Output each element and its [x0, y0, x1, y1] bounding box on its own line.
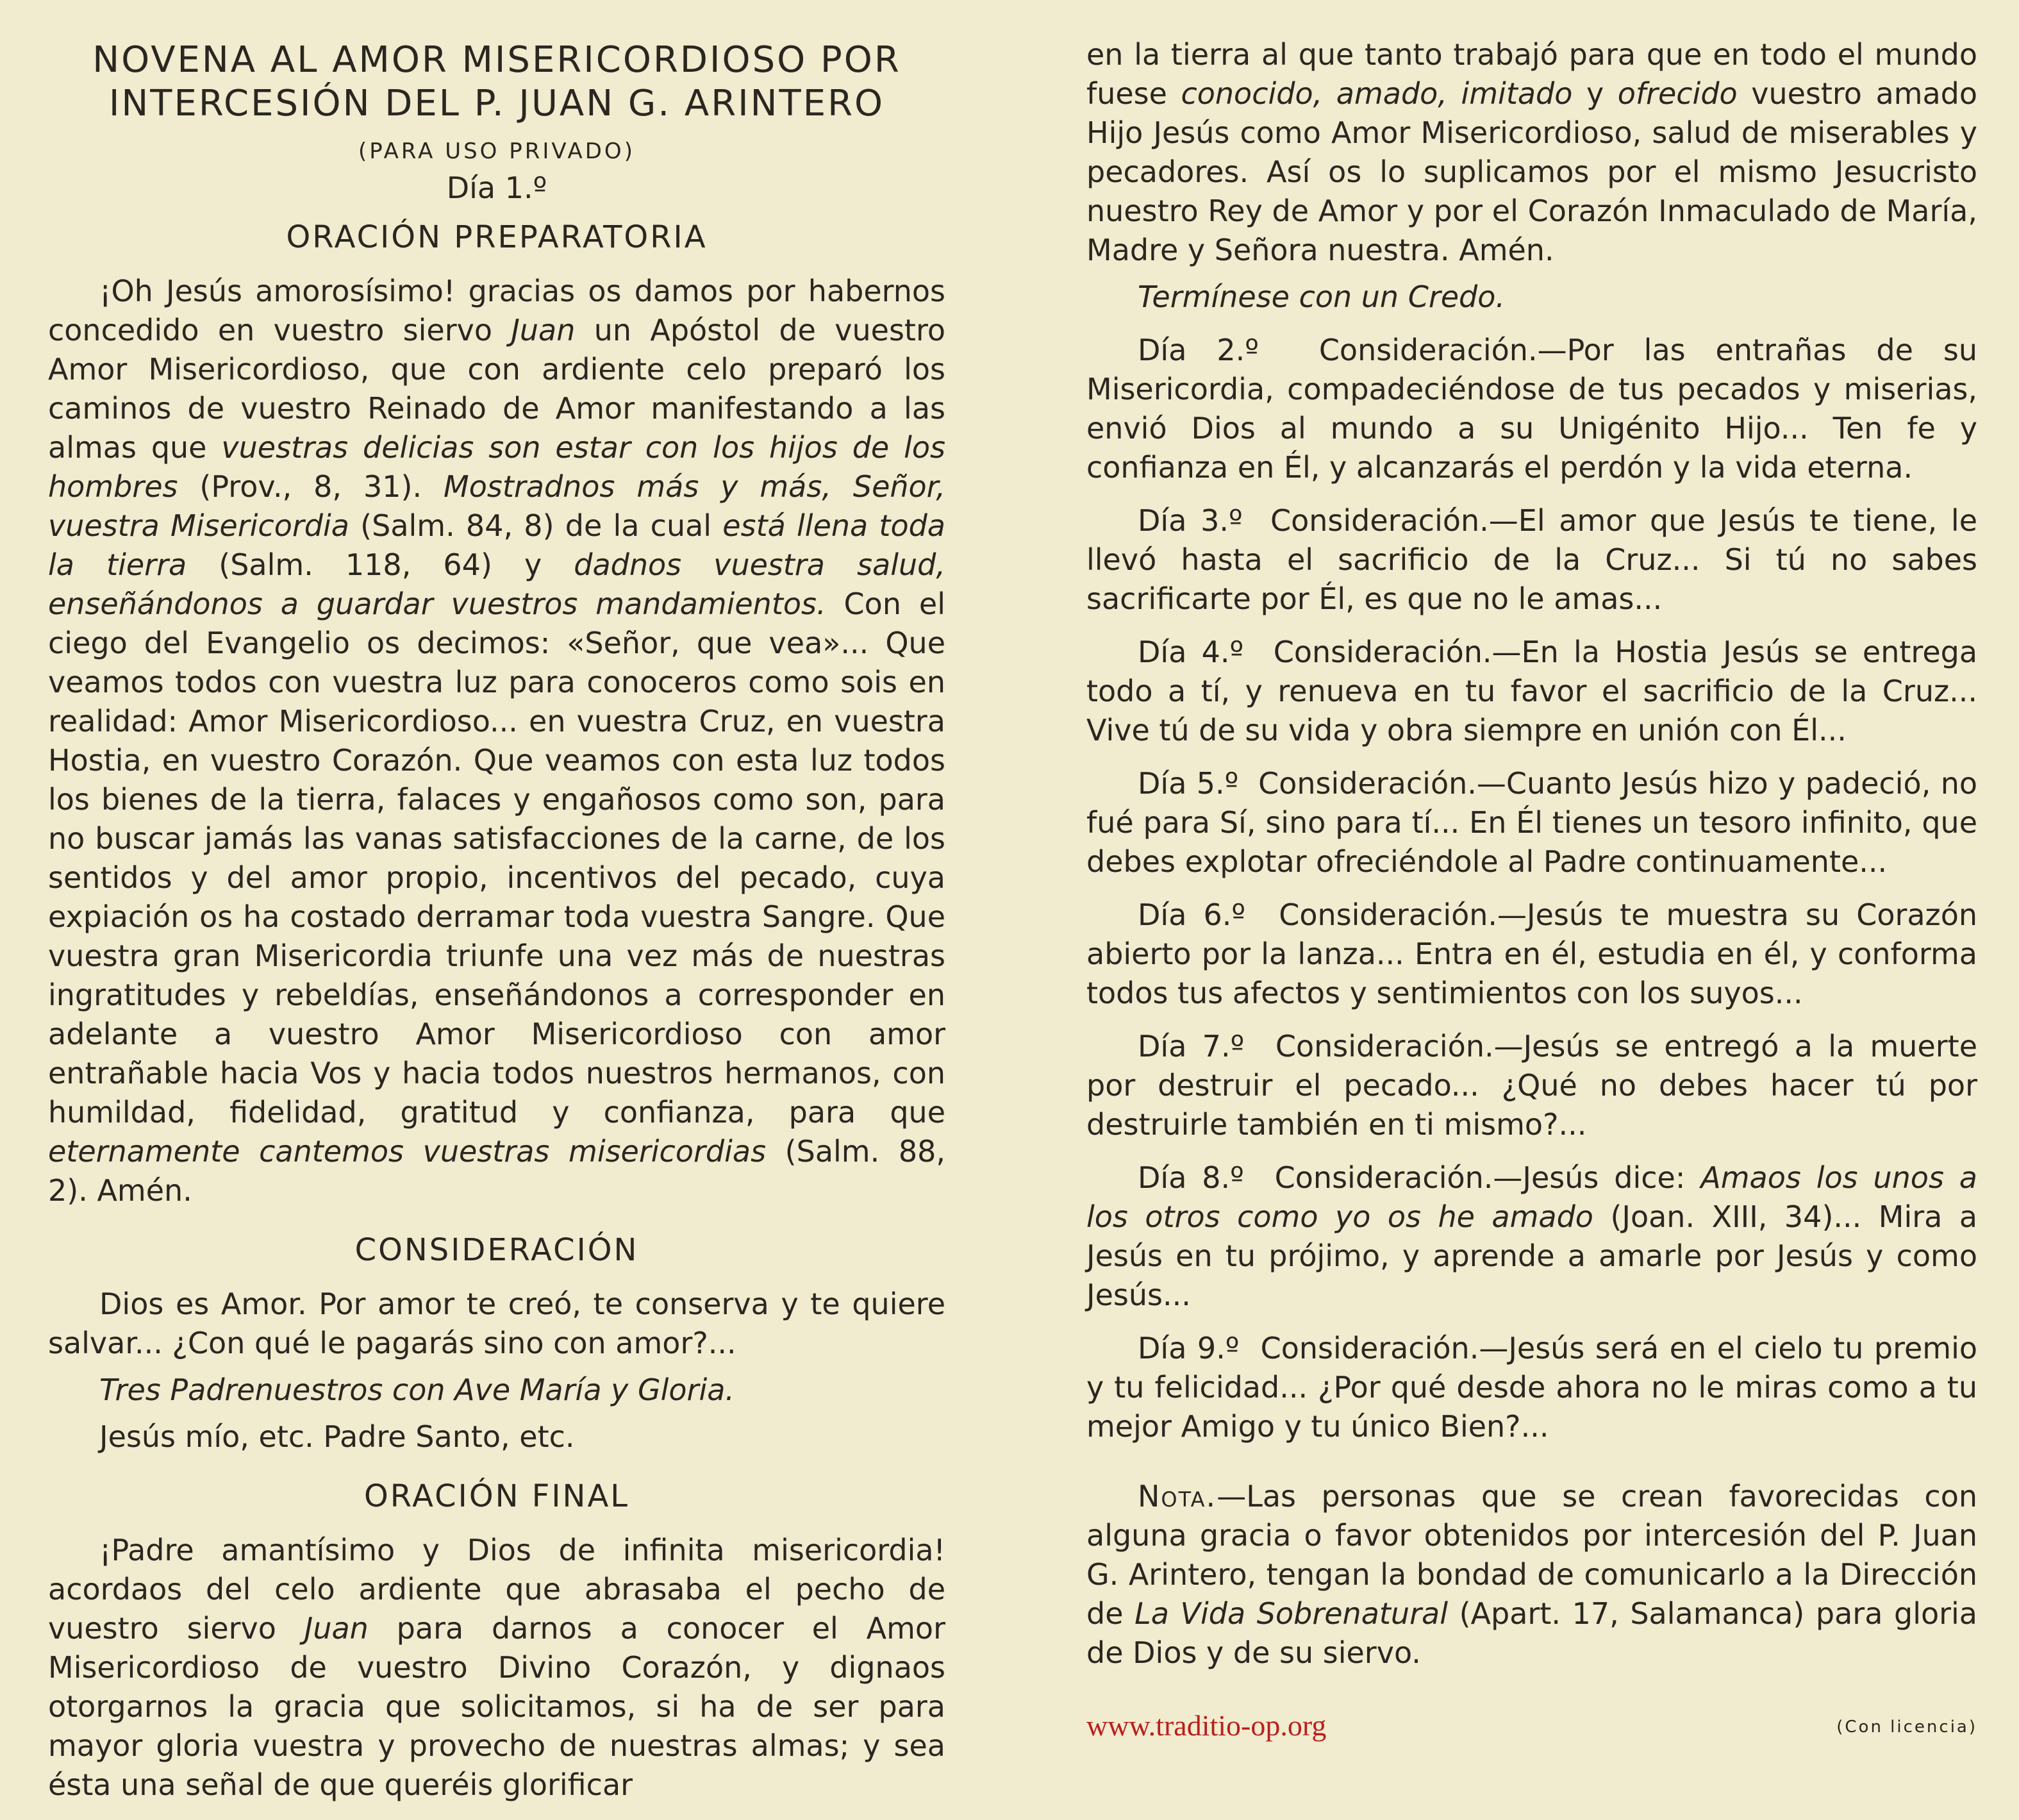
day-5-label: Día 5.º: [1138, 766, 1239, 801]
document-title: NOVENA AL AMOR MISERICORDIOSO POR INTERCESIÓN DEL P. JUAN G. ARINTERO: [92, 39, 901, 124]
preparatory-prayer-text: ¡Oh Jesús amorosísimo! gracias os damos por habernos concedido en vuestro siervo Juan un Apóstol de vuestro Amor Misericordioso, que con ardiente celo preparó los caminos de vuestro Reinado de Amor manifestando a las almas que vuestras delicias son estar con los hijos de los hombres (Prov., 8, 31). Mostradnos más y más, Señor, vuestra Misericordia (Salm. 84, 8) de la cual está llena toda la tierra (Salm. 118, 64) y dadnos vuestra salud, enseñándonos a guardar vuestros mandamientos. Con el ciego del Evangelio os decimos: «Señor, que vea»... Que veamos todos con vuestra luz para conoceros como sois en realidad: Amor Misericordioso... en vuestra Cruz, en vuestra Hostia, en vuestro Corazón. Que veamos con esta luz todos los bienes de la tierra, falaces y engañosos como son, para no buscar jamás las vanas satisfacciones de la carne, de los sentidos y del amor propio, incentivos del pecado, cuya expiación os ha costado derramar toda vuestra Sangre. Que vuestra gran Misericordia triunfe una vez más de nuestras ingratitudes y rebeldías, enseñándonos a corresponder en adelante a vuestro Amor Misericordioso con amor entrañable hacia Vos y hacia todos nuestros hermanos, con humildad, fidelidad, gratitud y confianza, para que eternamente cantemos vuestras misericordias (Salm. 88, 2). Amén.: [48, 274, 945, 1208]
licencia-note: (Con licencia): [1836, 1717, 1977, 1737]
day-9-label: Día 9.º: [1138, 1331, 1240, 1365]
footer: [1086, 1708, 1977, 1747]
final-prayer-heading: ORACIÓN FINAL: [363, 1478, 630, 1514]
day-3-consideration: Día 3.º Consideración.—El amor que Jesús te tiene, le llevó hasta el sacrificio de la Cruz... Si tú no sabes sacrificarte por Él, es que no le amas...: [1086, 503, 1977, 616]
day-5-consideration: Día 5.º Consideración.—Cuanto Jesús hizo y padeció, no fué para Sí, sino para tí... En Él tienes un tesoro infinito, que debes explotar ofreciéndole al Padre continuamente...: [1086, 766, 1977, 879]
day-7-label: Día 7.º: [1138, 1029, 1245, 1064]
day-2-consideration: Día 2.º Consideración.—Por las entrañas de su Misericordia, compadeciéndose de tus pecados y miserias, envió Dios al mundo a su Unigénito Hijo... Ten fe y confianza en Él, y alcanzarás el perdón y la vida eterna.: [1086, 333, 1977, 485]
day-1-label: Día 1.º: [446, 171, 547, 205]
day-2-label: Día 2.º: [1138, 333, 1259, 367]
day-8-label: Día 8.º: [1138, 1160, 1244, 1195]
private-use-note: (PARA USO PRIVADO): [358, 138, 635, 164]
jesus-mio-line: Jesús mío, etc. Padre Santo, etc.: [99, 1419, 575, 1454]
credo-instruction: Termínese con un Credo.: [1138, 280, 1506, 314]
right-column: [1086, 35, 1977, 1673]
left-column: [48, 38, 945, 1805]
day-3-label: Día 3.º: [1138, 503, 1243, 538]
day-7-consideration: Día 7.º Consideración.—Jesús se entregó a la muerte por destruir el pecado... ¿Qué no debes hacer tú por destruirle también en ti mismo?...: [1086, 1029, 1977, 1142]
consideration-heading: CONSIDERACIÓN: [354, 1232, 639, 1268]
consideration-text: Dios es Amor. Por amor te creó, te conserva y te quiere salvar... ¿Con qué le pagarás sino con amor?...: [48, 1287, 945, 1360]
final-prayer-continuation: en la tierra al que tanto trabajó para que en todo el mundo fuese conocido, amado, imitado y ofrecido vuestro amado Hijo Jesús como Amor Misericordioso, salud de miserables y pecadores. Así os lo suplicamos por el mismo Jesucristo nuestro Rey de Amor y por el Corazón Inmaculado de María, Madre y Señora nuestra. Amén.: [1086, 37, 1978, 267]
nota-label: Nota.: [1138, 1479, 1217, 1514]
day-6-consideration: Día 6.º Consideración.—Jesús te muestra su Corazón abierto por la lanza... Entra en él, estudia en él, y conforma todos tus afectos y sentimientos con los suyos...: [1086, 897, 1978, 1010]
day-4-label: Día 4.º: [1138, 635, 1244, 669]
day-9-consideration: Día 9.º Consideración.—Jesús será en el cielo tu premio y tu felicidad... ¿Por qué desde ahora no le miras como a tu mejor Amigo y tu único Bien?...: [1086, 1331, 1978, 1444]
preparatory-prayer-heading: ORACIÓN PREPARATORIA: [286, 219, 708, 255]
day-4-consideration: Día 4.º Consideración.—En la Hostia Jesús se entrega todo a tí, y renueva en tu favor el sacrificio de la Cruz... Vive tú de su vida y obra siempre en unión con Él...: [1086, 635, 1978, 747]
nota-paragraph: Nota.—Las personas que se crean favorecidas con alguna gracia o favor obtenidos por intercesión del P. Juan G. Arintero, tengan la bondad de comunicarlo a la Dirección de La Vida Sobrenatural (Apart. 17, Salamanca) para gloria de Dios y de su siervo.: [1086, 1479, 1977, 1670]
website-link[interactable]: www.traditio-op.org: [1086, 1709, 1327, 1742]
day-6-label: Día 6.º: [1138, 897, 1246, 932]
final-prayer-text: ¡Padre amantísimo y Dios de infinita misericordia! acordaos del celo ardiente que abrasaba el pecho de vuestro siervo Juan para darnos a conocer el Amor Misericordioso de vuestro Divino Corazón, y dignaos otorgarnos la gracia que solicitamos, si ha de ser para mayor gloria vuestra y provecho de nuestras almas; y sea ésta una señal de que queréis glorificar: [48, 1533, 945, 1802]
day-8-consideration: Día 8.º Consideración.—Jesús dice: Amaos los unos a los otros como yo os he amado (Joan. XIII, 34)... Mira a Jesús en tu prójimo, y aprende a amarle por Jesús y como Jesús...: [1086, 1160, 1978, 1312]
padrenuestros-instruction: Tres Padrenuestros con Ave María y Gloria.: [99, 1373, 735, 1407]
